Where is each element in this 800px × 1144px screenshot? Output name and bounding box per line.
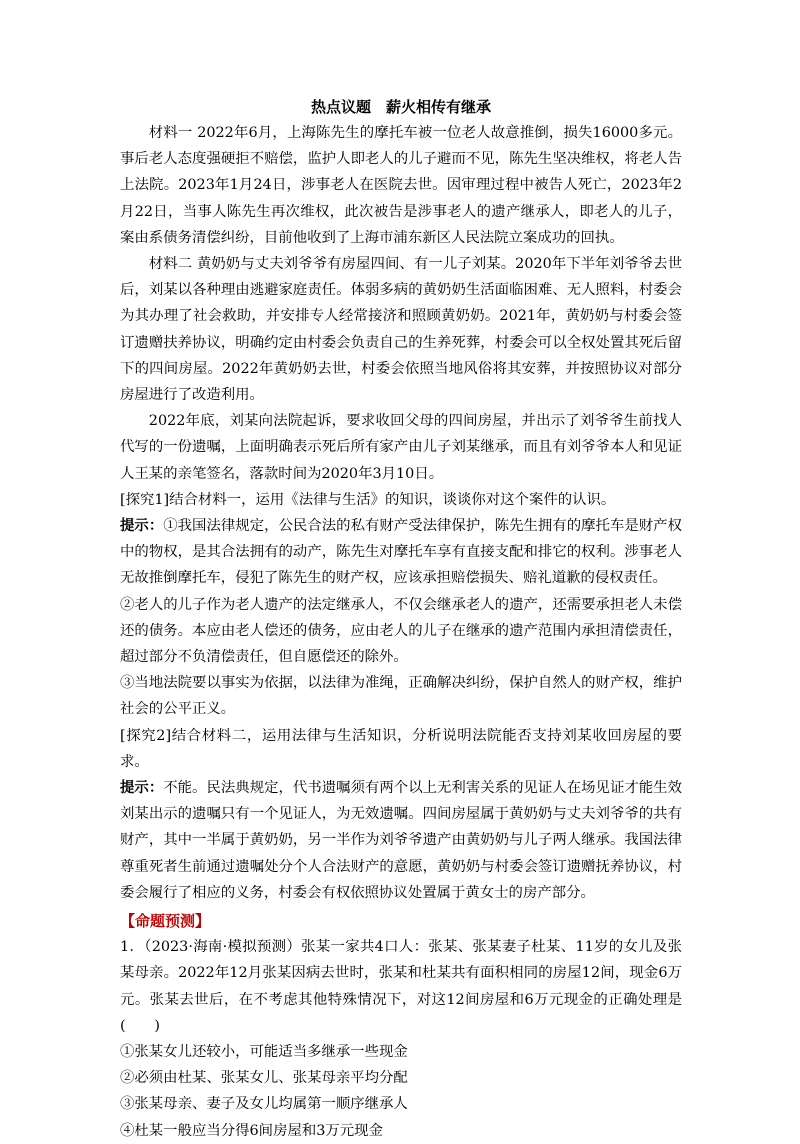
answer-2 [120,775,682,906]
answer-1-text-1: ①我国法律规定，公民合法的私有财产受法律保护，陈先生拥有的摩托车是财产权中的物权，是其合法拥有的动产，陈先生对摩托车享有直接支配和排它的权利。涉事老人无故推倒摩托车，侵犯了陈先生的财产权，应该承担赔偿损失、赔礼道歉的侵权责任。 [120,518,682,587]
question-1-text: 结合材料一，运用《法律与生活》的知识，谈谈你对这个案件的认识。 [169,491,616,508]
page-title: 热点议题 薪火相传有继承 [310,98,491,116]
question-1-label: [探究1] [120,491,170,508]
question-2-label: [探究2] [120,727,172,744]
document-page [120,96,682,1144]
section-title-prediction: 【命题预测】 [120,912,211,931]
option-item: ①张某女儿还较小，可能适当多继承一些现金 [120,1043,408,1060]
material-2: 材料二 黄奶奶与丈夫刘爷爷有房屋四间、有一儿子刘某。2020年下半年刘爷爷去世后，刘某以各种理由逃避家庭责任。体弱多病的黄奶奶生活面临困难、无人照料，村委会为其办理了社会救助，并安排专人经常接济和照顾黄奶奶。2021年，黄奶奶与村委会签订遗赠扶养协议，明确约定由村委会负责自己的生养死葬，村委会可以全权处置其死后留下的四间房屋。2022年黄奶奶去世，村委会依照当地风俗将其安葬，并按照协议对部分房屋进行了改造利用。 [120,256,682,404]
material-1: 材料一 2022年6月，上海陈先生的摩托车被一位老人故意推倒，损失16000多元。事后老人态度强硬拒不赔偿，监护人即老人的儿子避而不见，陈先生坚决维权，将老人告上法院。2023年1月24日，涉事老人在医院去世。因审理过程中被告人死亡，2023年2月22日，当事人陈先生再次维权，此次被告是涉事老人的遗产继承人，即老人的儿子，案由系债务清偿纠纷，目前他收到了上海市浦东新区人民法院立案成功的回执。 [120,125,682,246]
answer-1-para-3: ③当地法院要以事实为依据，以法律为准绳，正确解决纠纷，保护自然人的财产权，维护社会的公平正义。 [120,675,682,718]
question-2 [120,723,682,775]
answer-1-para-2: ②老人的儿子作为老人遗产的法定继承人，不仅会继承老人的遗产，还需要承担老人未偿还的债务。本应由老人偿还的债务，应由老人的儿子在继承的遗产范围内承担清偿责任，超过部分不负清偿责任，但自愿偿还的除外。 [120,596,682,666]
hint-label: 提示： [120,517,164,535]
option-item: ④杜某一般应当分得6间房屋和3万元现金 [120,1122,383,1139]
prediction-question: 1．（2023·海南·模拟预测）张某一家共4口人：张某、张某妻子杜某、11岁的女儿及张某母亲。2022年12月张某因病去世时，张某和杜某共有面积相同的房屋12间，现金6万元。张某去世后，在不考虑其他特殊情况下，对这12间房屋和6万元现金的正确处理是( ) [120,939,682,1034]
question-2-text: 结合材料二，运用法律与生活知识，分析说明法院能否支持刘某收回房屋的要求。 [120,727,682,770]
question-1 [120,487,682,513]
material-2-continued: 2022年底，刘某向法院起诉，要求收回父母的四间房屋，并出示了刘爷爷生前找人代写的一份遗嘱，上面明确表示死后所有家产由儿子刘某继承，而且有刘爷爷本人和见证人王某的亲笔签名，落款时间为2020年3月10日。 [120,413,682,482]
hint-label-2: 提示： [120,779,164,797]
option-item: ③张某母亲、妻子及女儿均属第一顺序继承人 [120,1096,408,1113]
answer-2-text: 不能。民法典规定，代书遗嘱须有两个以上无利害关系的见证人在场见证才能生效刘某出示的遗嘱只有一个见证人，为无效遗嘱。四间房屋属于黄奶奶与丈夫刘爷爷的共有财产，其中一半属于黄奶奶，另一半作为刘爷爷遗产由黄奶奶与儿子两人继承。我国法律尊重死者生前通过遗嘱处分个人合法财产的意愿，黄奶奶与村委会签订遗赠抚养协议，村委会履行了相应的义务，村委会有权依照协议处置属于黄女士的房产部分。 [120,780,682,901]
option-item: ②必须由杜某、张某女儿、张某母亲平均分配 [120,1070,408,1087]
answer-1-para-1 [120,513,682,592]
